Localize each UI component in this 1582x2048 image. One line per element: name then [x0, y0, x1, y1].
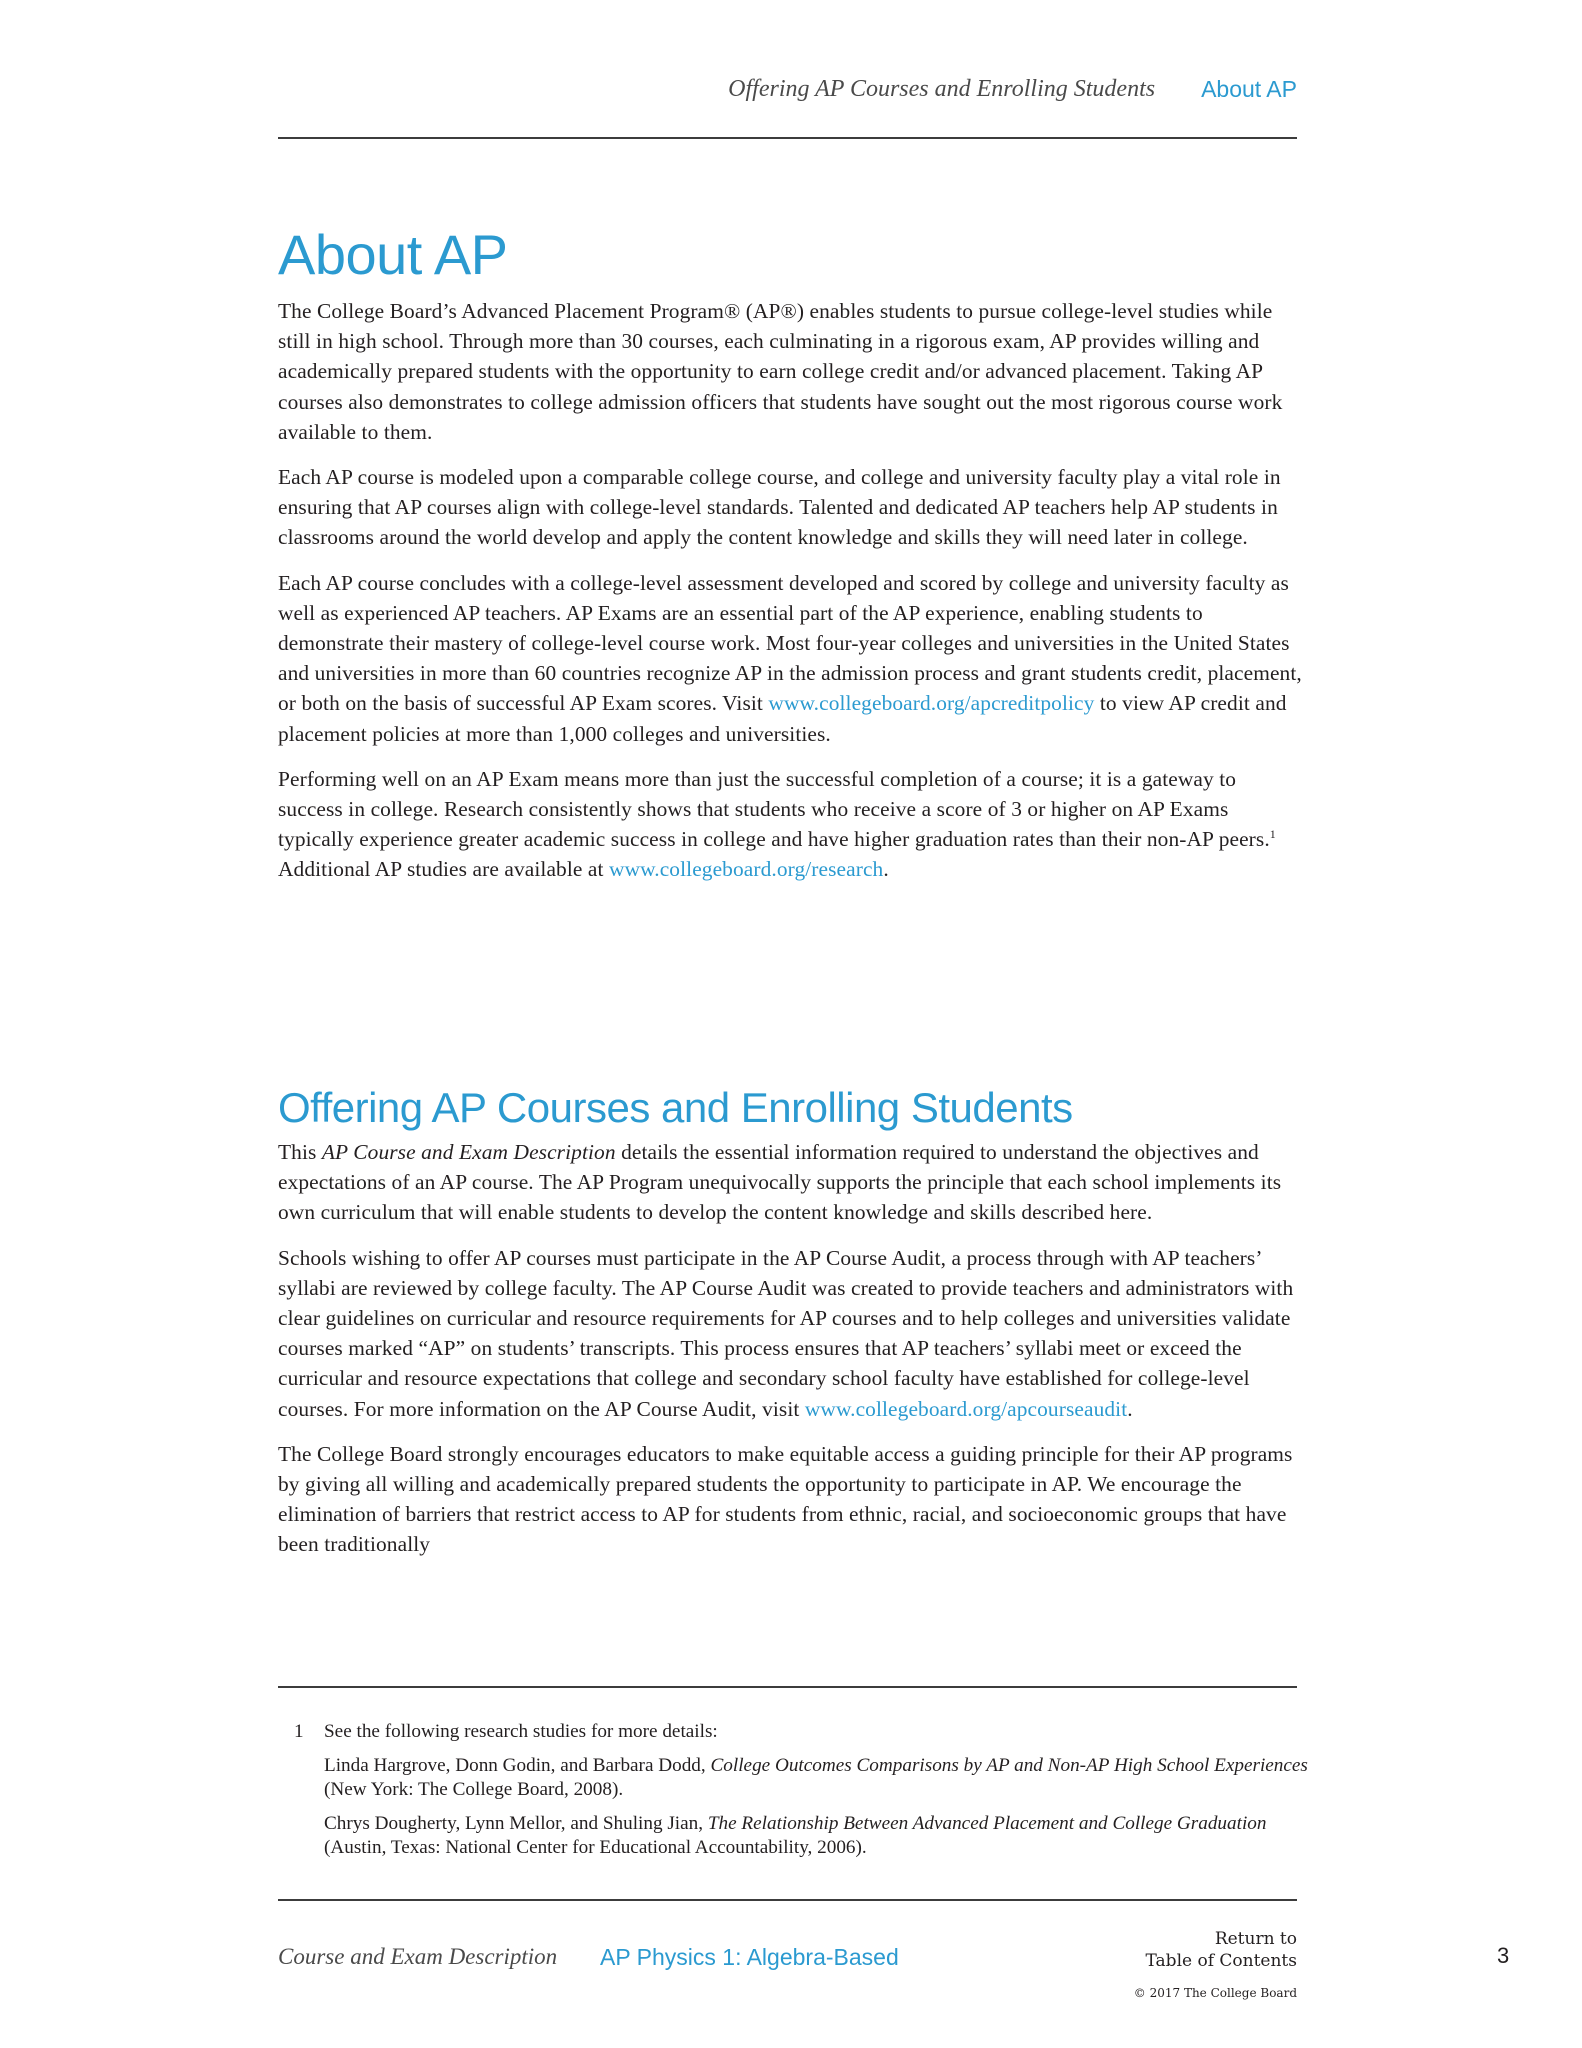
paragraph-text: The College Board strongly encourages educators to make equitable access a guiding principle for their AP programs by giving all willing and academically prepared students the opportunity to participate in AP. We encourage the elimination of barriers that restrict access to AP for students from ethnic, racial, and socioeconomic groups that have been traditionally [278, 1441, 1293, 1557]
paragraph-text: details the essential information required to understand the objectives and expectations of an AP course. The AP Program unequivocally supports the principle that each school implements its own curriculum that will enable students to develop the content knowledge and skills described here. [278, 1140, 1282, 1225]
offering-ap-courses-heading: Offering AP Courses and Enrolling Students [278, 1084, 1073, 1131]
toc-link-line[interactable]: Return to [1214, 1929, 1297, 1949]
paragraph-text: Schools wishing to offer AP courses must participate in the AP Course Audit, a process through with AP teachers’ syllabi are reviewed by college faculty. The AP Course Audit was created to provide teachers and administrators with clear guidelines on curricular and resource requirements for AP courses and to help colleges and universities validate courses marked “AP” on students’ transcripts. This process ensures that AP teachers’ syllabi meet or exceed the curricular and resource expectations that college and secondary school faculty have established for college-level courses. For more information on the AP Course Audit, visit [278, 1245, 1294, 1421]
running-header [728, 76, 1297, 103]
apcreditpolicy-link[interactable]: www.collegeboard.org/apcreditpolicy [768, 691, 1095, 716]
footnote-number: 1 [294, 1721, 304, 1742]
citation-authors: Chrys Dougherty, Lynn Mellor, and Shuling Jian, [324, 1812, 708, 1834]
footer-divider [278, 1899, 1297, 1901]
footnote-reference[interactable]: 1 [1269, 827, 1276, 842]
footnotes [278, 1720, 1318, 1870]
citation-authors: Linda Hargrove, Donn Godin, and Barbara Dodd, [324, 1754, 711, 1776]
copyright-notice: © 2017 The College Board [1133, 1986, 1297, 2000]
about-ap-body [278, 296, 1303, 900]
paragraph [278, 1243, 1303, 1424]
paragraph-text: This [278, 1140, 322, 1164]
paragraph [278, 764, 1303, 885]
citation-publication: (New York: The College Board, 2008). [324, 1779, 624, 1800]
research-link[interactable]: www.collegeboard.org/research [609, 857, 884, 882]
paragraph-text: Additional AP studies are available at [278, 857, 610, 882]
apcourseaudit-link[interactable]: www.collegeboard.org/apcourseaudit [804, 1396, 1128, 1421]
paragraph-text: . [883, 857, 889, 882]
return-to-toc-link[interactable] [1146, 1928, 1297, 1972]
publication-title: AP Course and Exam Description [321, 1140, 616, 1164]
header-current-section[interactable]: About AP [1201, 76, 1297, 102]
paragraph [278, 296, 1303, 447]
footnote-divider [278, 1686, 1297, 1688]
footnote-body [324, 1720, 1318, 1870]
footnote [278, 1720, 1318, 1870]
paragraph-text: Each AP course is modeled upon a comparable college course, and college and university faculty play a vital role in ensuring that AP courses align with college-level standards. Talented and dedicated AP teachers help AP students in classrooms around the world develop and apply the content knowledge and skills they will need later in college. [278, 465, 1281, 550]
page-footer [278, 1929, 1297, 2000]
citation-publication: (Austin, Texas: National Center for Educational Accountability, 2006). [324, 1837, 867, 1858]
citation [324, 1754, 1318, 1803]
paragraph [278, 1439, 1303, 1560]
paragraph [278, 462, 1303, 553]
footer-course-name: AP Physics 1: Algebra-Based [600, 1944, 899, 1970]
footer-document-title: Course and Exam Description [278, 1944, 558, 1969]
citation-title: College Outcomes Comparisons by AP and Non-AP High School Experiences [710, 1754, 1308, 1776]
about-ap-heading: About AP [278, 223, 508, 286]
header-section-link[interactable]: Offering AP Courses and Enrolling Students [728, 76, 1156, 102]
citation [324, 1812, 1318, 1861]
paragraph-text: The College Board’s Advanced Placement Program® (AP®) enables students to pursue college-level studies while still in high school. Through more than 30 courses, each culminating in a rigorous exam, AP provides willing and academically prepared students with the opportunity to earn college credit and/or advanced placement. Taking AP courses also demonstrates to college admission officers that students have sought out the most rigorous course work available to them. [278, 299, 1283, 444]
offering-body [278, 1137, 1303, 1575]
paragraph-text: Each AP course concludes with a college-level assessment developed and scored by college and university faculty as well as experienced AP teachers. AP Exams are an essential part of the AP experience, enabling students to demonstrate their mastery of college-level course work. Most four-year colleges and universities in the United States and universities in more than 60 countries recognize AP in the admission process and grant students credit, placement, or both on the basis of successful AP Exam scores. Visit [278, 570, 1302, 716]
paragraph [278, 1137, 1303, 1228]
paragraph-text: . [1127, 1396, 1133, 1421]
page-number: 3 [1497, 1943, 1510, 1968]
citation-title: The Relationship Between Advanced Placement and College Graduation [707, 1812, 1267, 1834]
paragraph-text: Performing well on an AP Exam means more than just the successful completion of a course; it is a gateway to success in college. Research consistently shows that students who receive a score of 3 or higher on AP Exams typically experience greater academic success in college and have higher graduation rates than their non-AP peers. [278, 766, 1270, 852]
paragraph-text: to view AP credit and placement policies at more than 1,000 colleges and universities. [278, 691, 1287, 746]
header-divider [278, 137, 1297, 139]
footnote-intro: See the following research studies for more details: [324, 1721, 718, 1742]
toc-link-line[interactable]: Table of Contents [1145, 1951, 1297, 1971]
paragraph [278, 568, 1303, 749]
